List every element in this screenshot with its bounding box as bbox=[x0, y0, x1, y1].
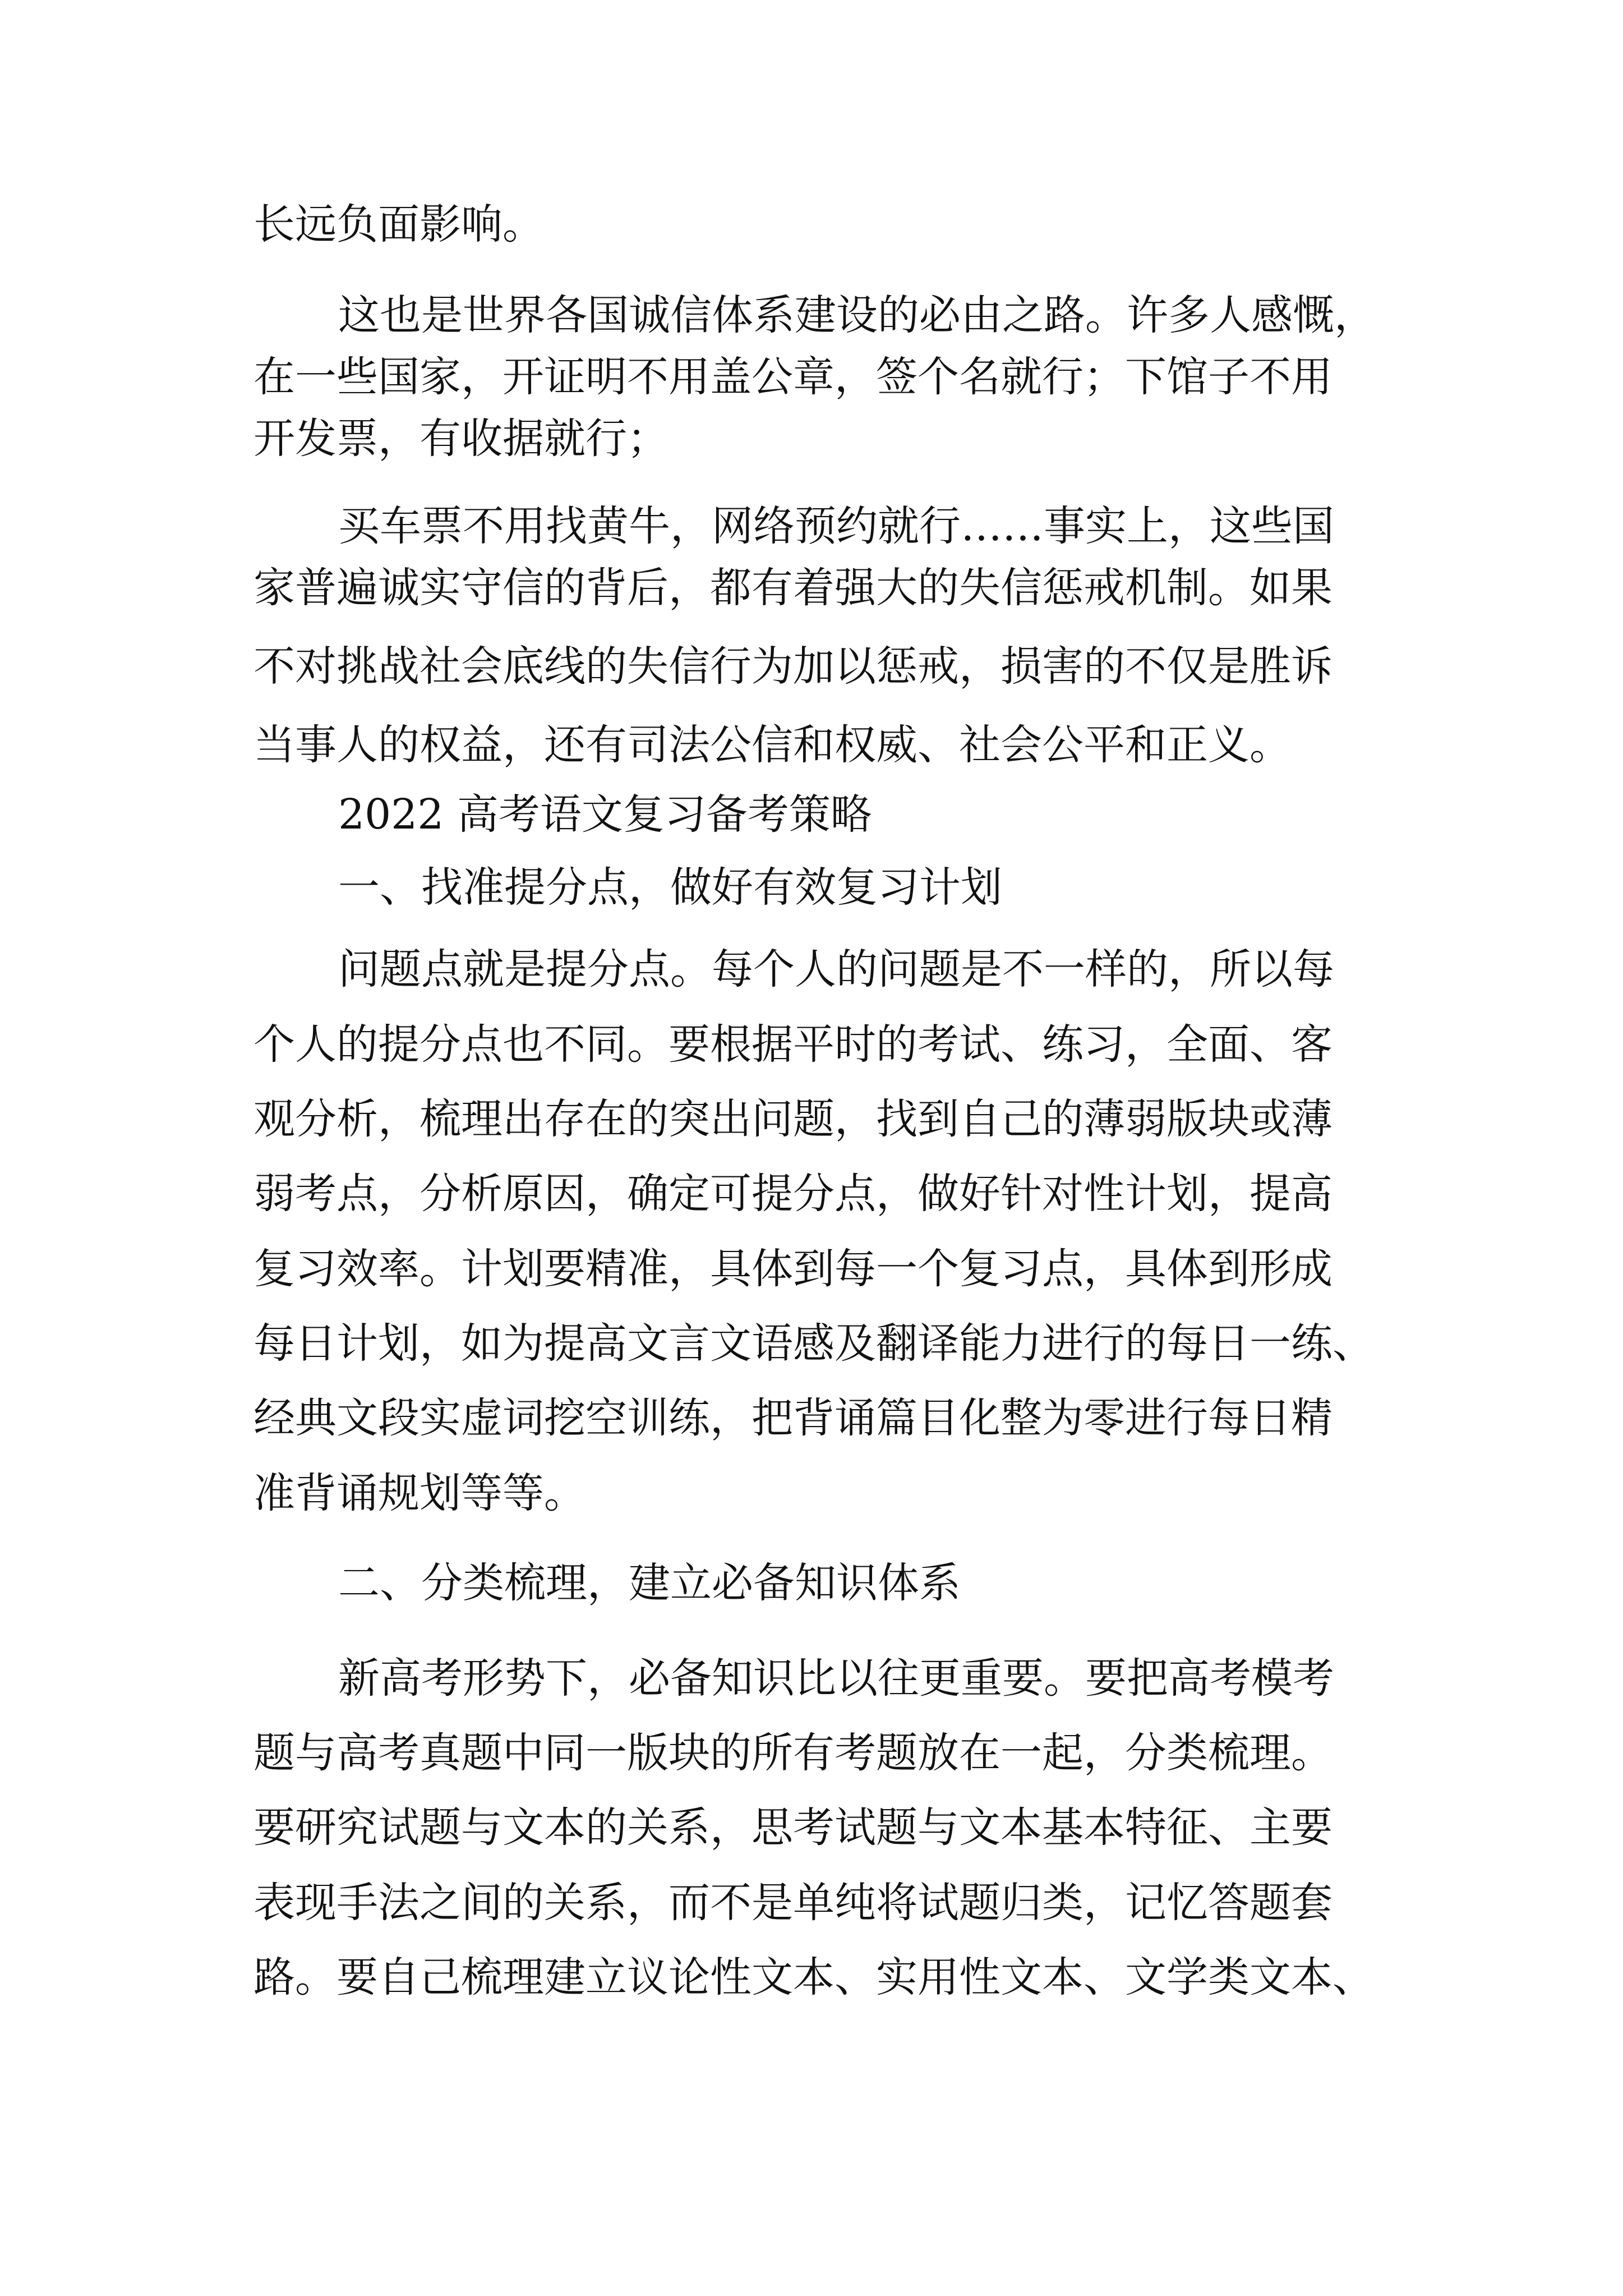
text-line: 每日计划，如为提高文言文语感及翻译能力进行的每日一练、 bbox=[253, 1319, 1374, 1368]
text-line: 开发票，有收据就行； bbox=[253, 415, 668, 463]
text-line: 买车票不用找黄牛，网络预约就行……事实上，这些国 bbox=[338, 502, 1334, 550]
section-heading: 二、分类梳理，建立必备知识体系 bbox=[338, 1559, 961, 1607]
text-line: 在一些国家，开证明不用盖公章，签个名就行；下馆子不用 bbox=[253, 353, 1332, 401]
section-heading: 一、找准提分点，做好有效复习计划 bbox=[338, 863, 1002, 912]
text-line: 题与高考真题中同一版块的所有考题放在一起，分类梳理。 bbox=[253, 1729, 1332, 1777]
text-line: 路。要自己梳理建立议论性文本、实用性文本、文学类文本、 bbox=[253, 1953, 1374, 2001]
text-line: 观分析，梳理出存在的突出问题，找到自己的薄弱版块或薄 bbox=[253, 1095, 1332, 1143]
text-line: 复习效率。计划要精准，具体到每一个复习点，具体到形成 bbox=[253, 1245, 1332, 1293]
text-line: 这也是世界各国诚信体系建设的必由之路。许多人感慨， bbox=[338, 291, 1376, 339]
text-line: 经典文段实虚词挖空训练，把背诵篇目化整为零进行每日精 bbox=[253, 1394, 1332, 1442]
text-line: 表现手法之间的关系，而不是单纯将试题归类，记忆答题套 bbox=[253, 1879, 1332, 1927]
text-line: 弱考点，分析原因，确定可提分点，做好针对性计划，提高 bbox=[253, 1170, 1332, 1218]
text-line: 不对挑战社会底线的失信行为加以惩戒，损害的不仅是胜诉 bbox=[253, 642, 1332, 691]
section-heading: 2022 高考语文复习备考策略 bbox=[338, 790, 872, 839]
text-line: 家普遍诚实守信的背后，都有着强大的失信惩戒机制。如果 bbox=[253, 564, 1332, 612]
text-line: 个人的提分点也不同。要根据平时的考试、练习，全面、客 bbox=[253, 1020, 1332, 1069]
text-line: 长远负面影响。 bbox=[253, 200, 544, 249]
text-line: 新高考形势下，必备知识比以往更重要。要把高考模考 bbox=[338, 1654, 1334, 1703]
text-line: 准背诵规划等等。 bbox=[253, 1469, 585, 1517]
text-line: 要研究试题与文本的关系，思考试题与文本基本特征、主要 bbox=[253, 1803, 1332, 1852]
text-line: 当事人的权益，还有司法公信和权威、社会公平和正义。 bbox=[253, 721, 1291, 769]
text-line: 问题点就是提分点。每个人的问题是不一样的，所以每 bbox=[338, 945, 1334, 993]
